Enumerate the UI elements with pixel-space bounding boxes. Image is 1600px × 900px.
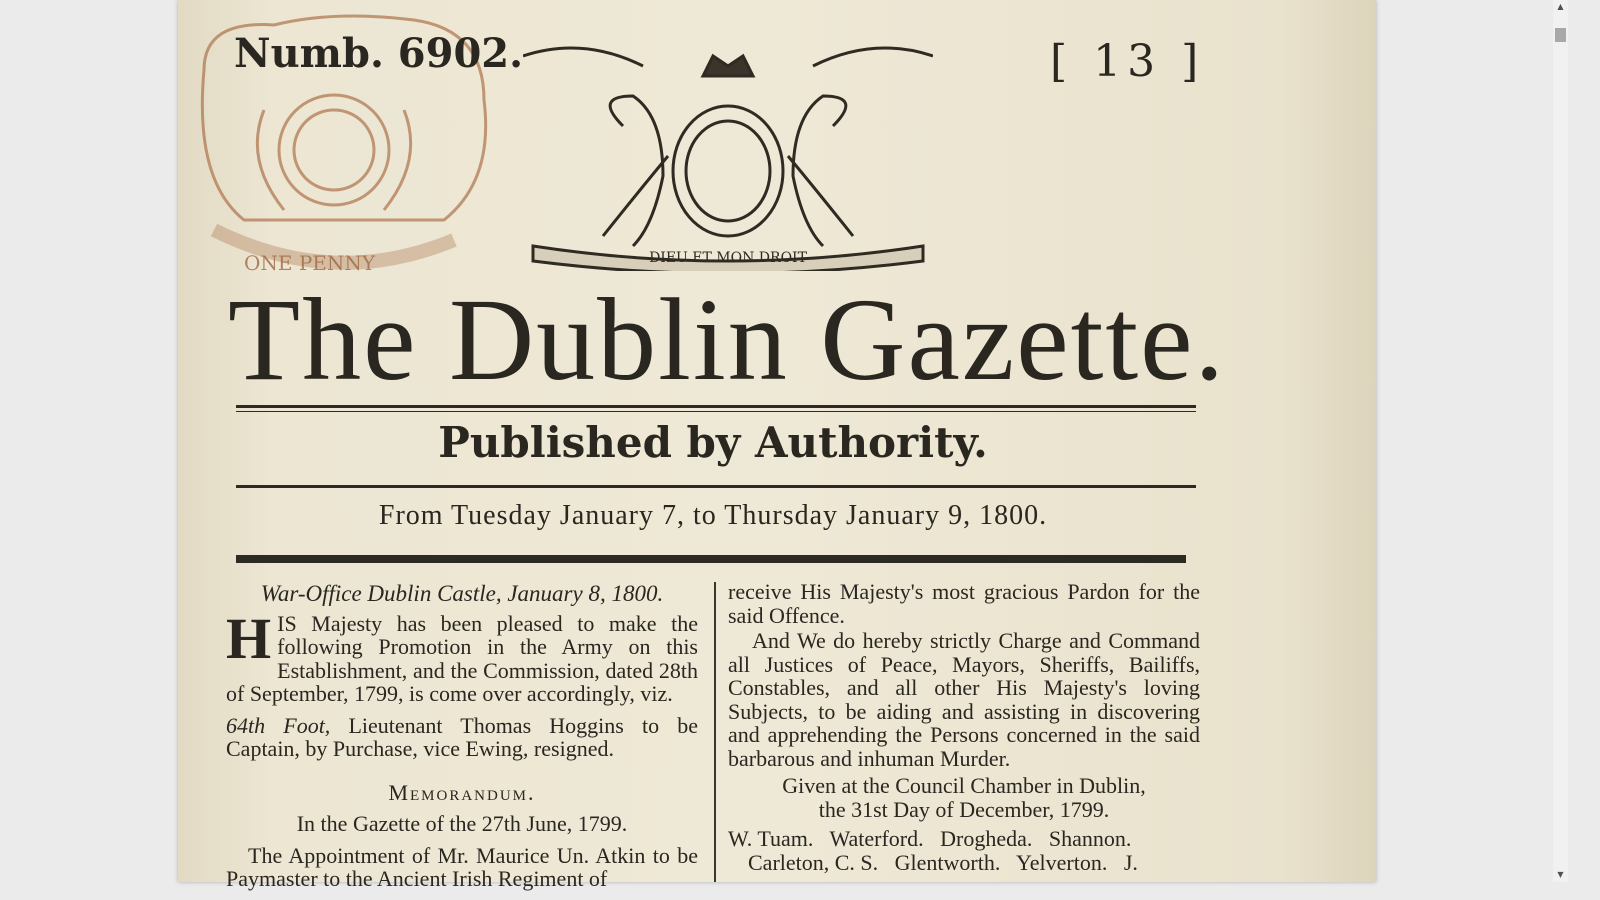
memorandum-text: The Appointment of Mr. Maurice Un. Atkin to be Paymaster to the Ancient Irish Regiment of xyxy=(226,842,698,891)
drop-cap: H xyxy=(226,605,272,671)
issue-date-line: From Tuesday January 7, to Thursday January 9, 1800. xyxy=(378,500,1048,531)
right-column xyxy=(728,580,1200,874)
newspaper-title: The Dublin Gazette. xyxy=(228,274,1227,405)
signatories-line: W. Tuam. Waterford. Drogheda. Shannon. xyxy=(728,826,1132,851)
memorandum-line: In the Gazette of the 27th June, 1799. xyxy=(296,811,628,836)
signatories-line: Carleton, C. S. Glentworth. Yelverton. J. xyxy=(748,849,1138,875)
divider-rule xyxy=(236,485,1196,488)
scroll-up-arrow-icon[interactable]: ▲ xyxy=(1557,2,1564,11)
svg-text:DIEU ET MON DROIT: DIEU ET MON DROIT xyxy=(649,250,807,266)
newspaper-page-image xyxy=(178,0,1376,891)
divider-rule xyxy=(236,411,1196,412)
vertical-scrollbar[interactable] xyxy=(1553,0,1568,882)
dateline: War-Office Dublin Castle, January 8, 1800. xyxy=(260,581,664,606)
column-divider xyxy=(714,582,716,882)
promotion-paragraph: 64th Foot, Lieutenant Thomas Hoggins to be Captain, by Purchase, vice Ewing, resigned. xyxy=(226,712,698,761)
issue-number: Numb. 6902. xyxy=(234,30,524,77)
given-line: Given at the Council Chamber in Dublin, xyxy=(782,773,1146,798)
scroll-down-arrow-icon[interactable]: ▼ xyxy=(1557,870,1564,879)
left-column xyxy=(226,582,698,891)
svg-text:ONE PENNY: ONE PENNY xyxy=(244,251,376,275)
royal-coat-of-arms-icon xyxy=(523,36,933,271)
memorandum-heading: Memorandum. xyxy=(388,779,536,805)
pardon-paragraph: receive His Majesty's most gracious Pardon for the said Offence. xyxy=(728,579,1200,628)
given-date-line: the 31st Day of December, 1799. xyxy=(818,796,1110,822)
scrollbar-thumb[interactable] xyxy=(1555,28,1566,42)
divider-rule xyxy=(236,555,1186,563)
subtitle: Published by Authority. xyxy=(438,418,988,467)
command-paragraph: And We do hereby strictly Charge and Command all Justices of Peace, Mayors, Sheriffs, Bailiffs, Constables, and all other His Majesty's loving Subjects, to be aiding and assisting in discovering and apprehending the Persons concerned in the said barbarous and inhuman Murder. xyxy=(728,628,1200,771)
divider-rule xyxy=(236,405,1196,408)
page-number: [ 13 ] xyxy=(1050,36,1205,87)
announcement-paragraph: HIS Majesty has been pleased to make the following Promotion in the Army on this Establishment, and the Commission, dated 28th of September, 1799, is come over accordingly, viz. xyxy=(226,605,698,706)
